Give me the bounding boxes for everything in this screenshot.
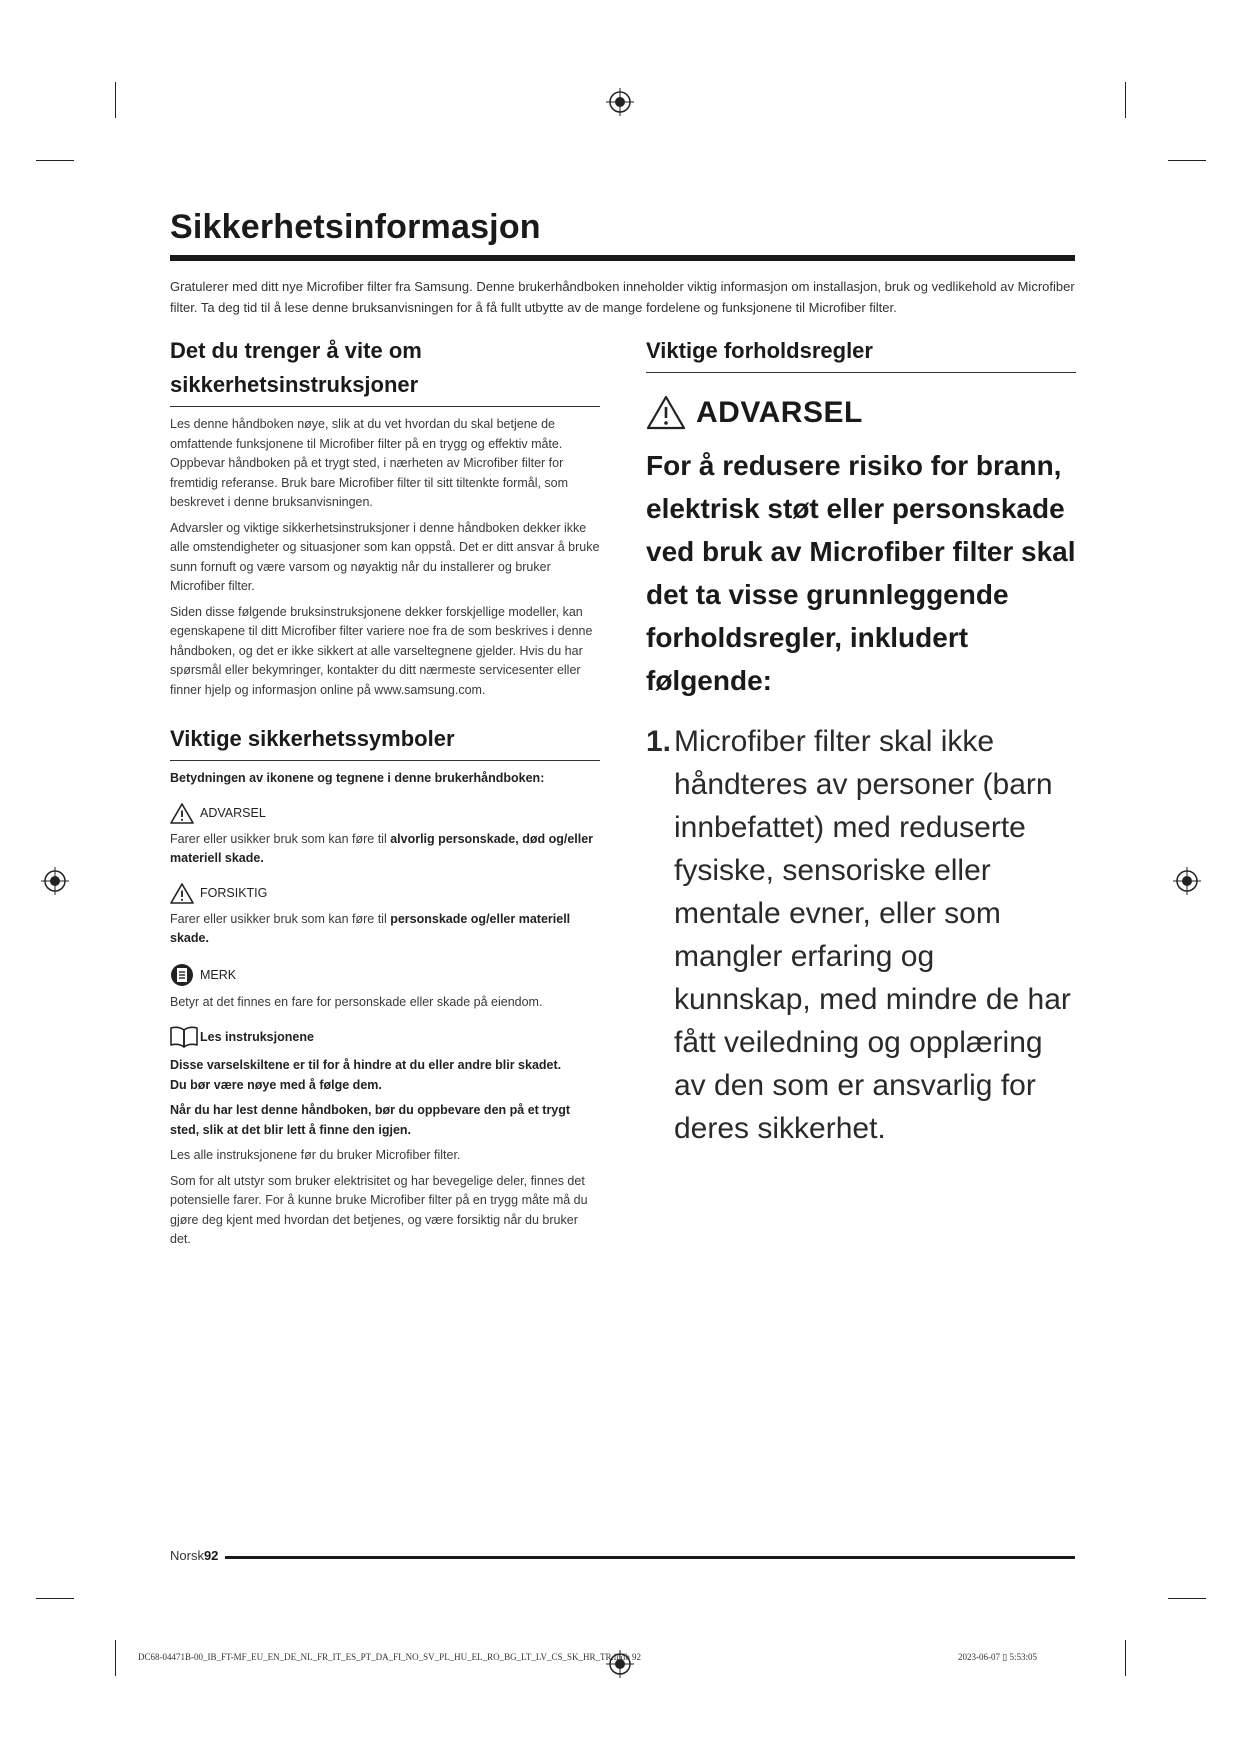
section-rule [170, 760, 600, 761]
crop-mark [115, 1640, 116, 1676]
print-slug: DC68-04471B-00_IB_FT-MF_EU_EN_DE_NL_FR_IT_ES_PT_DA_FI_NO_SV_PL_HU_EL_RO_BG_LT_LV_CS_SK_HR_TR.indb 92 [138, 1652, 642, 1662]
paragraph: Siden disse følgende bruksinstruksjonene dekker forskjellige modeller, kan egenskapene til ditt Microfiber filter variere noe fra de som beskrives i denne håndboken, og det er ikke sikkert at alle varseltegnene gjelder. Hvis du har spørsmål eller bekymringer, kontakter du ditt nærmeste servicesenter eller finner hjelp og informasjon online på www.samsung.com. [170, 604, 593, 697]
crop-mark [1125, 82, 1126, 118]
registration-mark-icon [1172, 866, 1202, 896]
symbol-warning [170, 803, 600, 824]
paragraph: Les denne håndboken nøye, slik at du vet hvordan du skal betjene de omfattende funksjonene til Microfiber filter på en trygg og effektiv måte. Oppbevar håndboken på et trygt sted, i nærheten av Microfiber filter for fremtidig referanse. Bruk bare Microfiber filter til sitt tiltenkte formål, som beskrevet i denne bruksanvisningen. [170, 417, 569, 509]
registration-mark-icon [40, 866, 70, 896]
symbol-label: ADVARSEL [200, 806, 266, 820]
symbol-read-instructions [170, 1026, 600, 1048]
registration-mark-icon [605, 87, 635, 117]
crop-mark [115, 82, 116, 118]
right-column [646, 334, 1076, 1150]
page-number: 92 [203, 1548, 219, 1563]
symbol-description [170, 830, 600, 869]
footer-rule [225, 1556, 1075, 1559]
crop-mark [1168, 1598, 1206, 1599]
text-span-bold: alvorlig personskade, død og/eller materiell skade. [170, 831, 594, 865]
text-span: Farer eller usikker bruk som kan føre til [170, 831, 391, 846]
note-icon [170, 963, 194, 987]
left-column [170, 334, 600, 1250]
symbols-intro: Betydningen av ikonene og tegnene i denne brukerhåndboken: [170, 771, 545, 785]
crop-mark [1168, 160, 1206, 161]
section-title-precautions: Viktige forholdsregler [646, 338, 873, 363]
list-item [646, 720, 1076, 1150]
list-number: 1. [646, 725, 672, 758]
read-instructions-text: Som for alt utstyr som bruker elektrisitet og har bevegelige deler, finnes det potensielle farer. For å kunne bruke Microfiber filter på en trygg måte må du gjøre deg kjent med hvordan det betjenes, og være forsiktig når du bruker det. [170, 1173, 588, 1246]
read-instructions-text: Når du har lest denne håndboken, bør du oppbevare den på et trygt sted, slik at det blir lett å finne den igjen. [170, 1103, 571, 1137]
symbol-label: FORSIKTIG [200, 886, 268, 900]
footer-language: Norsk [170, 1548, 204, 1563]
warning-label: ADVARSEL [696, 395, 863, 429]
warning-heading [646, 395, 1076, 430]
text-span-bold: personskade og/eller materiell skade. [170, 911, 571, 945]
read-instructions-text: Du bør være nøye med å følge dem. [170, 1077, 382, 1092]
section-rule [170, 406, 600, 407]
list-text: Microfiber filter skal ikke håndteres av personer (barn innbefattet) med reduserte fysiske, sensoriske eller mentale evner, eller som mangler erfaring og kunnskap, med mindre de har fått veiledning og opplæring av den som er ansvarlig for deres sikkerhet. [674, 725, 1071, 1145]
symbol-caution [170, 883, 600, 904]
crop-mark [36, 1598, 74, 1599]
caution-triangle-icon [170, 883, 194, 904]
read-instructions-text: Disse varselskiltene er til for å hindre at du eller andre blir skadet. [170, 1058, 562, 1072]
page-title: Sikkerhetsinformasjon [170, 208, 541, 246]
open-book-icon [170, 1026, 198, 1048]
warning-triangle-icon [170, 803, 194, 824]
intro-text: Gratulerer med ditt nye Microfiber filter fra Samsung. Denne brukerhåndboken inneholder viktig informasjon om installasjon, bruk og vedlikehold av Microfiber filter. Ta deg tid til å lese denne bruksanvisningen for å få fullt utbytte av de mange fordelene og funksjonene til Microfiber filter. [170, 279, 1075, 315]
read-instructions-text: Les alle instruksjonene før du bruker Microfiber filter. [170, 1148, 461, 1162]
symbol-note [170, 963, 600, 987]
symbol-description: Betyr at det finnes en fare for personskade eller skade på eiendom. [170, 994, 543, 1009]
text-span: Farer eller usikker bruk som kan føre til [170, 911, 391, 926]
warning-statement: For å redusere risiko for brann, elektrisk støt eller personskade ved bruk av Microfiber filter skal det ta visse grunnleggende forholdsregler, inkludert følgende: [646, 450, 1076, 696]
section-title-safety-symbols: Viktige sikkerhetssymboler [170, 726, 455, 751]
symbol-description [170, 910, 600, 949]
section-title-safety-instructions: Det du trenger å vite om sikkerhetsinstruksjoner [170, 338, 422, 397]
footer-page-label [170, 1548, 218, 1563]
crop-mark [36, 160, 74, 161]
crop-mark [1125, 1640, 1126, 1676]
print-timestamp: 2023-06-07 ▯ 5:53:05 [958, 1652, 1037, 1662]
symbol-label: Les instruksjonene [200, 1030, 314, 1044]
section-rule [646, 372, 1076, 373]
title-rule [170, 255, 1075, 261]
warning-triangle-icon [646, 395, 686, 430]
paragraph: Advarsler og viktige sikkerhetsinstruksjoner i denne håndboken dekker ikke alle omstendigheter og situasjoner som kan oppstå. Det er ditt ansvar å bruke sunn fornuft og være varsom og nøyaktig når du installerer og bruker Microfiber filter. [170, 520, 600, 593]
symbol-label: MERK [200, 967, 237, 982]
